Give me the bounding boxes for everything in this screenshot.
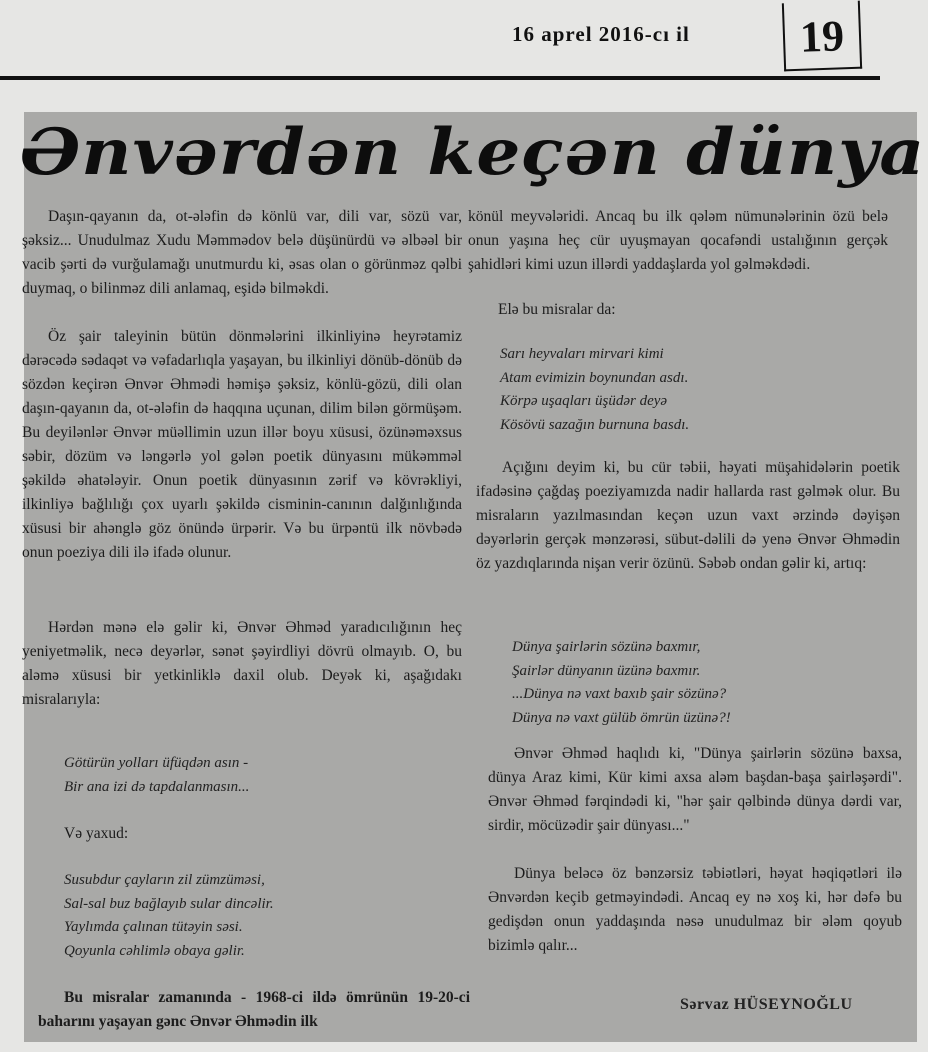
paragraph: Öz şair taleyinin bütün dönmələrini ilkinliyinə heyrətamiz dərəcədə sədaqət və vəfadarlıqla yaşayan, bu ilkinliyi dönüb-dönüb də sözdən keçirən Ənvər Əhmədi həmişə şəksiz, könlü-gözü, dili olan daşın-qayanın da, ot-ələfin də haqqına uçunan, dilim bilən görmüşəm. Bu deyilənlər Ənvər müəllimin uzun illər boyu xüsusi, özünəməxsus səbir, dözüm və ləngərlə yol gələn poetik dünyasını mükəmməl şəkildə əhatələyir. Onun poetik dünyasının zərif və kövrəkliyi, ilkinliyə bağlılığı çox uyarlı şəkildə cisminin-canının dalğınlığında xüsusi bir ahənglə göz önündə ürpərir. Və bu ürpəntü ilk növbədə onun poeziya dili ilə ifadə olunur. [22, 328, 462, 561]
poem-line: Götürün yolları üfüqdən asın - [64, 755, 249, 771]
issue-date: 16 aprel 2016-cı il [512, 22, 690, 46]
left-paragraph-4 [38, 986, 470, 1034]
poem-line: Bir ana izi də tapdalanmasın... [64, 778, 250, 795]
left-poem-1 [64, 752, 249, 799]
right-paragraph-3 [476, 456, 900, 576]
left-poem-2 [64, 869, 274, 963]
poem-line: Susubdur çayların zil zümzüməsi, [64, 872, 265, 888]
paragraph: könül meyvələridi. Ancaq bu ilk qələm nümunələrinin özü belə onun yaşına heç cür uyuşmayan qocafəndi ustalığının gerçək şahidləri kimi uzun illərdi yaddaşlarda yol gəlməkdədi. [468, 208, 888, 273]
author-signature: Sərvaz HÜSEYNOĞLU [680, 996, 853, 1013]
poem-line: Sarı heyvaları mirvari kimi [500, 346, 664, 362]
left-paragraph-3 [22, 616, 462, 712]
poem-line: Kösövü sazağın burnuna basdı. [500, 416, 690, 433]
poem-line: Dünya şairlərin sözünə baxmır, [512, 639, 701, 655]
poem-line: ...Dünya nə vaxt baxıb şair sözünə? [512, 686, 727, 702]
paragraph: Ənvər Əhməd haqlıdı ki, "Dünya şairlərin sözünə baxsa, dünya Araz kimi, Kür kimi axsa aləm başdan-başa şairləşərdi". Ənvər Əhməd fərqindədi ki, "hər şair qəlbində dünya dərdi var, sirdir, möcüzədir şair dünyası..." [488, 745, 902, 834]
or-label: Və yaxud: [64, 825, 129, 842]
paragraph: Dünya beləcə öz bənzərsiz təbiətləri, həyat həqiqətləri ilə Ənvərdən keçib getməyindədi. Ancaq ey nə xoş ki, hər dəfə bu gedişdən onun yaddaşında nəsə unudulmaz bir ələm qoyub bizimlə qalır... [488, 865, 902, 954]
paragraph: Açığını deyim ki, bu cür təbii, həyati müşahidələrin poetik ifadəsinə çağdaş poeziyamızda nadir hallarda rast gəlmək olur. Bu misraların yazılmasından keçən uzun vaxt ərzində dəyişən dəyərlərin gerçək mənzərəsi, sübut-dəlili də yenə Ənvər Əhmədin öz yazdıqlarında nişan verir özünü. Səbəb ondan gəlir ki, artıq: [476, 459, 900, 572]
paragraph: Bu misralar zamanında - 1968-ci ildə ömrünün 19-20-ci baharını yaşayan gənc Ənvər Əhmədin ilk [38, 989, 470, 1030]
right-paragraph-5 [488, 862, 902, 958]
header-rule [0, 76, 880, 80]
right-paragraph-4 [488, 742, 902, 838]
page-number: 19 [782, 1, 862, 72]
paragraph: Daşın-qayanın da, ot-ələfin də könlü var, dili var, sözü var, şəksiz... Unudulmaz Xudu Məmmədov belə düşünürdü və əlbəəl bir vacib şərti də vurğulamağı unutmurdu ki, əsas olan o görünməz qəlbi duymaq, o bilinməz dili anlamaq, eşidə bilməkdi. [22, 208, 462, 297]
poem-line: Dünya nə vaxt gülüb ömrün üzünə?! [512, 709, 731, 726]
left-paragraph-2 [22, 325, 462, 565]
article-title: Ənvərdən keçən dünya [20, 115, 926, 190]
poem-line: Şairlər dünyanın üzünə baxmır. [512, 662, 701, 679]
poem-line: Atam evimizin boynundan asdı. [500, 369, 689, 386]
right-paragraph-2: Elə bu misralar da: [498, 301, 616, 318]
right-poem-1 [500, 343, 689, 437]
left-paragraph-1 [22, 205, 462, 301]
right-paragraph-1 [468, 205, 888, 277]
poem-line: Körpə uşaqları üşüdər deyə [500, 393, 668, 409]
paragraph: Hərdən mənə elə gəlir ki, Ənvər Əhməd yaradıcılığının heç yeniyetməlik, necə deyərlər, sənət şəyirdliyi dövrü olmayıb. O, bu aləmə xüsusi bir yetkinliklə daxil olub. Deyək ki, aşağıdakı misralarıyla: [22, 619, 462, 708]
poem-line: Sal-sal buz bağlayıb sular dincəlir. [64, 895, 274, 912]
poem-line: Yaylımda çalınan tütəyin səsi. [64, 919, 243, 935]
right-poem-2 [512, 636, 731, 730]
poem-line: Qoyunla cəhlimlə obaya gəlir. [64, 942, 245, 959]
